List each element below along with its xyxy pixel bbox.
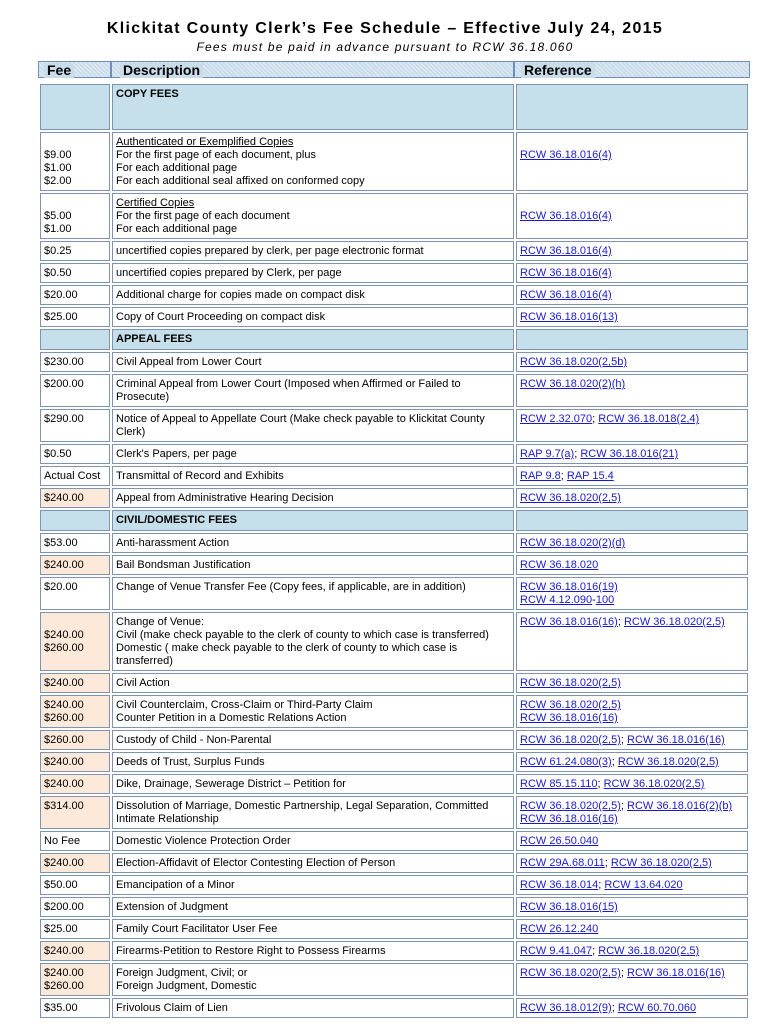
section-header-row bbox=[40, 84, 748, 130]
reference-separator: - bbox=[592, 594, 596, 606]
reference-link[interactable]: RCW 36.18.020(2,5) bbox=[610, 857, 712, 869]
description-cell: Dissolution of Marriage, Domestic Partnership, Legal Separation, Committed Intimate Relationship bbox=[112, 796, 514, 829]
description-cell: Notice of Appeal to Appellate Court (Make check payable to Klickitat County Clerk) bbox=[112, 409, 514, 442]
fee-cell: $240.00 $260.00 bbox=[40, 963, 110, 996]
description-cell: Civil Appeal from Lower Court bbox=[112, 352, 514, 372]
fee-cell: $5.00 $1.00 bbox=[40, 193, 110, 239]
fee-cell: $240.00 bbox=[40, 673, 110, 693]
fee-cell: $314.00 bbox=[40, 796, 110, 829]
fee-row bbox=[40, 352, 748, 372]
fee-row bbox=[40, 409, 748, 442]
reference-cell bbox=[516, 752, 748, 772]
description-cell: Criminal Appeal from Lower Court (Imposed when Affirmed or Failed to Prosecute) bbox=[112, 374, 514, 407]
reference-cell bbox=[516, 307, 748, 327]
reference-link[interactable]: RCW 61.24.080(3) bbox=[520, 756, 612, 768]
reference-link[interactable]: RCW 36.18.020(2,5b) bbox=[520, 356, 627, 368]
reference-cell bbox=[516, 831, 748, 851]
fee-cell: $25.00 bbox=[40, 307, 110, 327]
fee-row bbox=[40, 774, 748, 794]
reference-separator: ; bbox=[597, 778, 604, 790]
reference-link[interactable]: RCW 36.18.020(2,5) bbox=[520, 677, 621, 689]
column-header-reference-label: Reference bbox=[521, 63, 595, 78]
reference-link[interactable]: RCW 36.18.020(2,5) bbox=[520, 800, 621, 812]
fee-row bbox=[40, 466, 748, 486]
reference-separator: ; bbox=[560, 470, 567, 482]
fee-cell bbox=[40, 329, 110, 350]
fee-cell: $0.50 bbox=[40, 263, 110, 283]
fee-cell: $0.50 bbox=[40, 444, 110, 464]
reference-link[interactable]: RCW 36.18.016(16) bbox=[520, 712, 618, 724]
fee-cell: $0.25 bbox=[40, 241, 110, 261]
description-cell: Emancipation of a Minor bbox=[112, 875, 514, 895]
reference-separator: ; bbox=[620, 734, 628, 746]
reference-link[interactable]: RCW 36.18.020(2,5) bbox=[520, 492, 621, 504]
reference-separator: ; bbox=[592, 945, 599, 957]
fee-row bbox=[40, 263, 748, 283]
page-title: Klickitat County Clerk’s Fee Schedule – Effective July 24, 2015 bbox=[106, 20, 664, 37]
reference-link[interactable]: RCW 36.18.016(16) bbox=[627, 967, 725, 979]
reference-cell bbox=[516, 897, 748, 917]
reference-cell bbox=[516, 132, 748, 191]
fee-row bbox=[40, 555, 748, 575]
reference-cell bbox=[516, 444, 748, 464]
section-header-row bbox=[40, 329, 748, 350]
description-cell: Clerk's Papers, per page bbox=[112, 444, 514, 464]
reference-cell bbox=[516, 329, 748, 350]
reference-link[interactable]: RCW 4.12.090 bbox=[520, 594, 593, 606]
fee-cell: $240.00 bbox=[40, 853, 110, 873]
description-cell: Civil Action bbox=[112, 673, 514, 693]
reference-cell bbox=[516, 466, 748, 486]
fee-row bbox=[40, 533, 748, 553]
description-cell: Domestic Violence Protection Order bbox=[112, 831, 514, 851]
fee-cell: $200.00 bbox=[40, 374, 110, 407]
reference-cell bbox=[516, 263, 748, 283]
description-cell: Appeal from Administrative Hearing Decision bbox=[112, 488, 514, 508]
fee-row bbox=[40, 307, 748, 327]
reference-link[interactable]: RCW 85.15.110 bbox=[520, 778, 598, 790]
description-cell: Additional charge for copies made on compact disk bbox=[112, 285, 514, 305]
fee-row bbox=[40, 752, 748, 772]
reference-link[interactable]: RCW 36.18.012(9) bbox=[520, 1002, 612, 1014]
reference-separator: ; bbox=[604, 857, 611, 869]
reference-link[interactable]: RCW 36.18.016(19) bbox=[520, 581, 618, 593]
fee-schedule-body bbox=[40, 84, 748, 1018]
fee-cell: $260.00 bbox=[40, 730, 110, 750]
reference-link[interactable]: RCW 36.18.016(16) bbox=[520, 616, 618, 628]
reference-link[interactable]: RCW 36.18.020(2,5) bbox=[598, 945, 700, 957]
reference-cell bbox=[516, 796, 748, 829]
column-header-description bbox=[111, 61, 514, 78]
fee-row bbox=[40, 919, 748, 939]
description-cell: Custody of Child - Non-Parental bbox=[112, 730, 514, 750]
description-cell: Change of Venue: Civil (make check payable to the clerk of county to which case is transferred) Domestic ( make check payable to the clerk of county to which case is transferred) bbox=[112, 612, 514, 671]
reference-cell bbox=[516, 941, 748, 961]
reference-link[interactable]: 100 bbox=[595, 594, 615, 606]
fee-schedule-table bbox=[38, 82, 750, 1020]
fee-cell: $240.00 bbox=[40, 488, 110, 508]
column-header-description-label: Description bbox=[120, 63, 203, 78]
reference-cell bbox=[516, 998, 748, 1018]
fee-row bbox=[40, 577, 748, 610]
section-title: CIVIL/DOMESTIC FEES bbox=[112, 510, 514, 531]
fee-cell: $25.00 bbox=[40, 919, 110, 939]
fee-row bbox=[40, 730, 748, 750]
reference-cell bbox=[516, 374, 748, 407]
description-cell: Transmittal of Record and Exhibits bbox=[112, 466, 514, 486]
fee-row bbox=[40, 132, 748, 191]
fee-cell: $9.00 $1.00 $2.00 bbox=[40, 132, 110, 191]
fee-cell: $240.00 bbox=[40, 555, 110, 575]
reference-cell bbox=[516, 241, 748, 261]
description-cell: Deeds of Trust, Surplus Funds bbox=[112, 752, 514, 772]
fee-cell: $290.00 bbox=[40, 409, 110, 442]
reference-cell bbox=[516, 612, 748, 671]
reference-separator: ; bbox=[611, 1002, 618, 1014]
reference-link[interactable]: RCW 36.18.016(2)(b) bbox=[627, 800, 733, 812]
reference-link[interactable]: RCW 36.18.020(2,5) bbox=[520, 734, 621, 746]
fee-cell bbox=[40, 84, 110, 130]
description-cell: Certified Copies For the first page of each document For each additional page bbox=[112, 193, 514, 239]
description-heading: Certified Copies bbox=[116, 197, 195, 209]
reference-link[interactable]: RCW 36.18.020(2,5) bbox=[520, 699, 621, 711]
fee-row bbox=[40, 853, 748, 873]
reference-link[interactable]: RCW 36.18.020(2,5) bbox=[617, 756, 719, 768]
reference-link[interactable]: RCW 36.18.016(16) bbox=[627, 734, 725, 746]
fee-cell: $240.00 $260.00 bbox=[40, 695, 110, 728]
reference-link[interactable]: RCW 29A.68.011 bbox=[520, 857, 605, 869]
fee-row bbox=[40, 796, 748, 829]
fee-cell: $50.00 bbox=[40, 875, 110, 895]
reference-link[interactable]: RCW 36.18.020(2)(h) bbox=[520, 378, 626, 390]
fee-row bbox=[40, 875, 748, 895]
reference-link[interactable]: RCW 36.18.016(4) bbox=[520, 149, 612, 161]
reference-link[interactable]: RCW 2.32.070 bbox=[520, 413, 593, 425]
reference-separator: ; bbox=[611, 756, 618, 768]
reference-cell bbox=[516, 774, 748, 794]
fee-row bbox=[40, 831, 748, 851]
description-cell: Election-Affidavit of Elector Contesting Election of Person bbox=[112, 853, 514, 873]
reference-link[interactable]: RCW 36.18.016(4) bbox=[520, 210, 612, 222]
reference-cell bbox=[516, 555, 748, 575]
fee-cell: $20.00 bbox=[40, 577, 110, 610]
description-cell: Family Court Facilitator User Fee bbox=[112, 919, 514, 939]
description-cell: Dike, Drainage, Sewerage District – Petition for bbox=[112, 774, 514, 794]
fee-cell: $240.00 bbox=[40, 752, 110, 772]
reference-cell bbox=[516, 695, 748, 728]
reference-link[interactable]: RCW 36.18.016(4) bbox=[520, 245, 612, 257]
reference-cell bbox=[516, 193, 748, 239]
fee-cell: $35.00 bbox=[40, 998, 110, 1018]
reference-cell bbox=[516, 875, 748, 895]
reference-link[interactable]: RCW 36.18.016(4) bbox=[520, 289, 612, 301]
fee-row bbox=[40, 444, 748, 464]
description-cell: Frivolous Claim of Lien bbox=[112, 998, 514, 1018]
reference-separator: ; bbox=[574, 448, 581, 460]
fee-cell: $240.00 bbox=[40, 941, 110, 961]
section-title: COPY FEES bbox=[112, 84, 514, 130]
reference-link[interactable]: RCW 13.64.020 bbox=[604, 879, 683, 891]
reference-cell bbox=[516, 919, 748, 939]
fee-row bbox=[40, 897, 748, 917]
fee-cell: $200.00 bbox=[40, 897, 110, 917]
fee-row bbox=[40, 941, 748, 961]
reference-link[interactable]: RAP 9.8 bbox=[520, 470, 561, 482]
reference-link[interactable]: RCW 36.18.018(2,4) bbox=[598, 413, 700, 425]
description-cell: Bail Bondsman Justification bbox=[112, 555, 514, 575]
description-cell: Authenticated or Exemplified Copies For the first page of each document, plus For each additional page For each additional seal affixed on conformed copy bbox=[112, 132, 514, 191]
reference-link[interactable]: RCW 36.18.020 bbox=[520, 559, 599, 571]
reference-link[interactable]: RCW 9.41.047 bbox=[520, 945, 593, 957]
reference-cell bbox=[516, 730, 748, 750]
description-cell: Firearms-Petition to Restore Right to Possess Firearms bbox=[112, 941, 514, 961]
reference-cell bbox=[516, 84, 748, 130]
fee-cell: $240.00 $260.00 bbox=[40, 612, 110, 671]
section-header-row bbox=[40, 510, 748, 531]
reference-link[interactable]: RCW 36.18.016(13) bbox=[520, 311, 618, 323]
reference-separator: ; bbox=[598, 879, 605, 891]
reference-separator: ; bbox=[617, 616, 624, 628]
reference-link[interactable]: RCW 60.70.060 bbox=[617, 1002, 697, 1014]
column-header-reference bbox=[514, 61, 750, 78]
reference-cell bbox=[516, 510, 748, 531]
column-header-fee-label: Fee bbox=[44, 63, 74, 78]
fee-cell: $240.00 bbox=[40, 774, 110, 794]
reference-cell bbox=[516, 409, 748, 442]
reference-link[interactable]: RCW 36.18.020(2,5) bbox=[520, 967, 621, 979]
reference-link[interactable]: RCW 26.12.240 bbox=[520, 923, 599, 935]
fee-row bbox=[40, 374, 748, 407]
fee-row bbox=[40, 488, 748, 508]
description-cell: uncertified copies prepared by clerk, per page electronic format bbox=[112, 241, 514, 261]
reference-separator: ; bbox=[592, 413, 599, 425]
reference-link[interactable]: RCW 36.18.016(21) bbox=[580, 448, 679, 460]
description-cell: Foreign Judgment, Civil; or Foreign Judgment, Domestic bbox=[112, 963, 514, 996]
fee-cell: No Fee bbox=[40, 831, 110, 851]
reference-link[interactable]: RCW 36.18.016(16) bbox=[520, 813, 618, 825]
fee-cell: $53.00 bbox=[40, 533, 110, 553]
reference-cell bbox=[516, 577, 748, 610]
reference-cell bbox=[516, 488, 748, 508]
description-cell: Extension of Judgment bbox=[112, 897, 514, 917]
reference-link[interactable]: RCW 36.18.020(2)(d) bbox=[520, 537, 626, 549]
section-title: APPEAL FEES bbox=[112, 329, 514, 350]
reference-link[interactable]: RCW 36.18.016(4) bbox=[520, 267, 612, 279]
reference-link[interactable]: RCW 26.50.040 bbox=[520, 835, 599, 847]
fee-cell: $20.00 bbox=[40, 285, 110, 305]
reference-link[interactable]: RCW 36.18.020(2,5) bbox=[603, 778, 705, 790]
reference-separator: ; bbox=[620, 967, 628, 979]
reference-cell bbox=[516, 673, 748, 693]
description-cell: uncertified copies prepared by Clerk, per page bbox=[112, 263, 514, 283]
reference-link[interactable]: RCW 36.18.016(15) bbox=[520, 901, 618, 913]
reference-link[interactable]: RCW 36.18.020(2,5) bbox=[623, 616, 725, 628]
fee-row bbox=[40, 998, 748, 1018]
fee-row bbox=[40, 241, 748, 261]
description-cell: Copy of Court Proceeding on compact disk bbox=[112, 307, 514, 327]
description-cell: Anti-harassment Action bbox=[112, 533, 514, 553]
reference-cell bbox=[516, 352, 748, 372]
reference-cell bbox=[516, 533, 748, 553]
page-subtitle: Fees must be paid in advance pursuant to RCW 36.18.060 bbox=[196, 40, 574, 54]
description-cell: Change of Venue Transfer Fee (Copy fees, if applicable, are in addition) bbox=[112, 577, 514, 610]
fee-cell: Actual Cost bbox=[40, 466, 110, 486]
fee-cell bbox=[40, 510, 110, 531]
reference-link[interactable]: RCW 36.18.014 bbox=[520, 879, 599, 891]
fee-row bbox=[40, 695, 748, 728]
reference-separator: ; bbox=[620, 800, 628, 812]
reference-cell bbox=[516, 963, 748, 996]
fee-row bbox=[40, 673, 748, 693]
description-heading: Authenticated or Exemplified Copies bbox=[116, 136, 294, 148]
reference-link[interactable]: RAP 15.4 bbox=[566, 470, 614, 482]
reference-link[interactable]: RAP 9.7(a) bbox=[520, 448, 575, 460]
reference-cell bbox=[516, 853, 748, 873]
description-cell: Civil Counterclaim, Cross-Claim or Third-Party Claim Counter Petition in a Domestic Relations Action bbox=[112, 695, 514, 728]
reference-cell bbox=[516, 285, 748, 305]
fee-row bbox=[40, 193, 748, 239]
column-header-fee bbox=[38, 61, 111, 78]
fee-row bbox=[40, 963, 748, 996]
fee-cell: $230.00 bbox=[40, 352, 110, 372]
fee-row bbox=[40, 285, 748, 305]
fee-row bbox=[40, 612, 748, 671]
